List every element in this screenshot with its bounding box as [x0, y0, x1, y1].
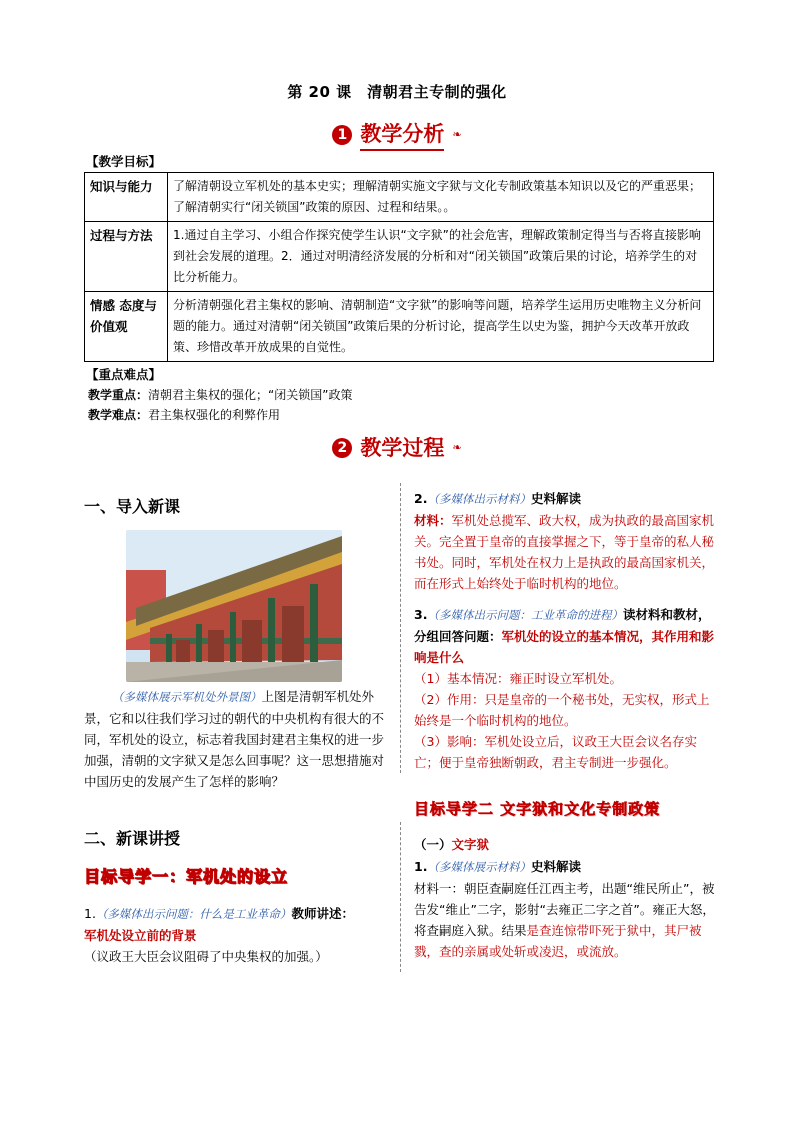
goals-table [84, 172, 714, 362]
leaf-ornament-icon: ❧ [452, 128, 462, 141]
item-hint: （多媒体展示材料） [427, 860, 531, 874]
intro-hint: （多媒体展示军机处外景图） [112, 690, 262, 704]
key-focus-label: 教学重点： [88, 388, 149, 402]
item-hint: （多媒体出示问题：什么是工业革命） [95, 907, 292, 921]
goal-banner-two: 目标导学二 文字狱和文化专制政策 [414, 800, 661, 818]
lesson-title: 第 20 课 清朝君主专制的强化 [287, 83, 507, 101]
item-hint: （多媒体出示问题：工业革命的进程） [427, 608, 623, 622]
table-row [85, 222, 714, 292]
column-divider [400, 822, 401, 972]
item-question: 军机处的设立的基本情况，其作用和影响是什么 [414, 629, 715, 665]
key-focus-line [88, 385, 352, 405]
key-focus-text: 清朝君主集权的强化；“闭关锁国”政策 [148, 388, 353, 402]
item-label: 读材料和教材，分组回答问题： [414, 607, 711, 644]
goals-heading: 【教学目标】 [86, 154, 162, 169]
key-difficulty-text: 君主集权强化的利弊作用 [148, 408, 281, 422]
intro-text: 上图是清朝军机处外景，它和以往我们学习过的朝代的中央机构有很大的不同，军机处的设立，标志着我国封建君主集权的进一步加强，清朝的文字狱又是怎么回事呢？这一思想措施对中国历史的发展产生了怎样的影响？ [84, 689, 385, 789]
item-note: （议政王大臣会议阻碍了中央集权的加强。） [84, 949, 328, 964]
answer-three: （3）影响：军机处设立后，议政王大臣会议名存实亡；便于皇帝独断朝政，君主专制进一步强化。 [414, 734, 697, 770]
sub-number: （一） [414, 837, 452, 852]
section-heading-process [0, 432, 794, 463]
item-title: 军机处设立前的背景 [84, 928, 197, 943]
item-label: 史料解读 [530, 491, 581, 506]
item-label: 史料解读 [530, 859, 581, 874]
section-title: 教学过程 [360, 436, 445, 460]
section-number-badge: 1 [332, 125, 352, 145]
section-number-badge: 2 [332, 438, 352, 458]
leaf-ornament-icon: ❧ [452, 441, 462, 454]
material-text: 朝臣查嗣庭任江西主考，出题“维民所止”，被告发“维止”二字，影射“去雍正二字之首”。雍正大怒，将查嗣庭入狱。结果 [414, 881, 715, 938]
lecture-heading: 二、新课讲授 [84, 829, 181, 848]
item-label: 教师讲述： [291, 906, 354, 921]
table-row [85, 292, 714, 362]
section-heading-analysis [0, 118, 794, 151]
sub-title: 文字狱 [451, 837, 490, 852]
item-hint: （多媒体出示材料） [427, 492, 531, 506]
material-label: 材料： [414, 513, 452, 528]
item-number: 1. [84, 906, 96, 921]
goal-key: 过程与方法 [85, 222, 168, 292]
answer-two: （2）作用：只是皇帝的一个秘书处，无实权，形式上始终是一个临时机构的地位。 [414, 692, 710, 728]
answer-one: （1）基本情况：雍正时设立军机处。 [414, 671, 622, 686]
item-three [414, 604, 716, 773]
item-number: 3. [414, 607, 428, 622]
goal-key: 情感 态度与价值观 [85, 292, 168, 362]
item-number: 2. [414, 491, 428, 506]
keypoints-heading: 【重点难点】 [86, 367, 162, 382]
goal-key: 知识与能力 [85, 173, 168, 222]
material-text: 军机处总揽军、政大权，成为执政的最高国家机关。完全置于皇帝的直接掌握之下，等于皇帝的私人秘书处。同时，军机处在权力上是执政的最高国家机关，而在形式上始终处于临时机构的地位。 [414, 513, 715, 591]
item-number: 1. [414, 859, 428, 874]
key-difficulty-line [88, 405, 280, 425]
goal-text: 1.通过自主学习、小组合作探究使学生认识“文字狱”的社会危害，理解政策制定得当与否将直接影响 到社会发展的道理。2．通过对明清经济发展的分析和对“闭关锁国”政策后果的讨论，培养学生的对比分析能力。 [168, 222, 714, 292]
column-divider [400, 483, 401, 773]
intro-paragraph [84, 686, 384, 792]
table-row [85, 173, 714, 222]
item-one [84, 903, 394, 967]
section-title: 教学分析 [360, 118, 444, 151]
goal-text: 分析清朝强化君主集权的影响、清朝制造“文字狱”的影响等问题，培养学生运用历史唯物主义分析问题的能力。通过对清朝“闭关锁国”政策后果的分析讨论，提高学生以史为鉴，拥护今天改革开放政策、珍惜改革开放成果的自觉性。 [168, 292, 714, 362]
item-two [414, 488, 716, 594]
sub-section-one [414, 834, 716, 855]
key-difficulty-label: 教学难点： [88, 408, 149, 422]
intro-heading: 一、导入新课 [84, 497, 181, 516]
goal-banner-one: 目标导学一：军机处的设立 [84, 867, 289, 886]
material-text-red: 是查连惊带吓死于狱中，其尸被戮，查的亲属或处斩或凌迟，或流放。 [414, 923, 702, 959]
item-four [414, 856, 716, 962]
goal-text: 了解清朝设立军机处的基本史实；理解清朝实施文字狱与文化专制政策基本知识以及它的严重恶果；了解清朝实行“闭关锁国”政策的原因、过程和结果。。 [168, 173, 714, 222]
military-office-photo [126, 530, 342, 682]
material-label: 材料一： [414, 881, 465, 896]
